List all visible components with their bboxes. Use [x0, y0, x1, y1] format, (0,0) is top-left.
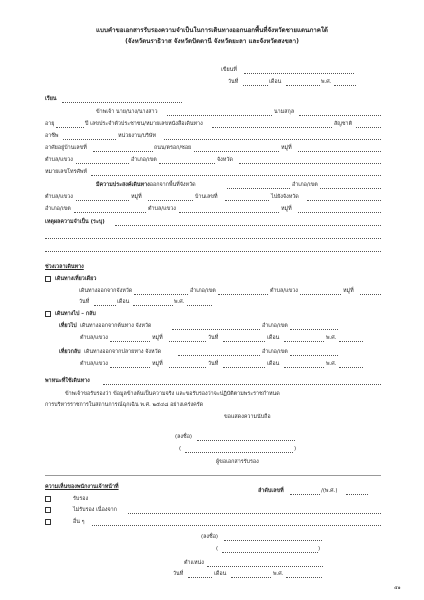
purpose-intro-bold: มีความประสงค์เดินทาง [96, 182, 150, 188]
purpose-tambon-field[interactable] [76, 200, 129, 201]
officer-year-field[interactable] [286, 577, 322, 578]
one-way-label: เดินทางเที่ยวเดียว [55, 276, 97, 282]
back-year-field[interactable] [339, 367, 363, 368]
year-label: พ.ศ. [321, 79, 332, 85]
month-field[interactable] [286, 85, 320, 86]
go-label: เที่ยวไป [59, 323, 77, 329]
go-from-field[interactable] [172, 329, 260, 330]
go-tambon-label: ตำบล/แขวง [80, 335, 108, 341]
age-field[interactable] [56, 127, 84, 128]
page-number: ๕๑ [394, 586, 401, 591]
agency-label: หน่วยงาน/บริษัท [118, 133, 157, 139]
purpose-moo2-label: หมู่ที่ [281, 206, 292, 212]
back-from-field[interactable] [178, 355, 260, 356]
ow-year-label: พ.ศ. [174, 299, 185, 305]
officer-date-field[interactable] [188, 577, 212, 578]
officer-paren-close: ) [318, 546, 321, 552]
requester-sign-field[interactable] [197, 440, 295, 441]
purpose-amphoe-label: อำเภอ/เขต [292, 182, 318, 188]
purpose-tambon2-field[interactable] [179, 212, 279, 213]
purpose-moo-label: หมู่ที่ [131, 194, 142, 200]
requester-name-field[interactable] [185, 452, 293, 453]
go-date-field[interactable] [223, 341, 265, 342]
phone-field[interactable] [91, 175, 381, 176]
requester-label: ผู้ขอเอกสารรับรอง [216, 459, 259, 465]
occupation-label: อาชีพ [45, 133, 59, 139]
purpose-to-province-label: ไปยังจังหวัด [271, 194, 299, 200]
reject-label: ไม่รับรอง เนื่องจาก [73, 507, 117, 513]
go-tambon-field[interactable] [110, 341, 150, 342]
occupation-field[interactable] [63, 139, 116, 140]
certify-line1: ข้าพเจ้าขอรับรองว่า ข้อมูลข้างต้นเป็นความจริง และขอรับรองว่าจะปฏิบัติตามพระราชกำหนด [65, 391, 280, 397]
vehicle-label: พาหนะที่ใช้เดินทาง [45, 378, 90, 384]
surname-label: นามสกุล [274, 109, 295, 115]
officer-month-label: เดือน [214, 571, 227, 577]
back-moo-label: หมู่ที่ [152, 361, 163, 367]
back-label: เที่ยวกลับ [59, 349, 81, 355]
ow-year-field[interactable] [187, 305, 212, 306]
approve-label: รับรอง [73, 496, 89, 502]
doc-no-field[interactable] [290, 494, 320, 495]
back-tambon-field[interactable] [110, 367, 150, 368]
address-label: อาศัยอยู่บ้านเลขที่ [45, 145, 87, 151]
reason-field-2[interactable] [45, 238, 381, 239]
go-amphoe-label: อำเภอ/เขต [262, 323, 288, 329]
purpose-amphoe2-label: อำเภอ/เขต [45, 206, 71, 212]
back-amphoe-field[interactable] [290, 355, 338, 356]
officer-paren-open: ( [216, 546, 219, 552]
back-tambon-label: ตำบล/แขวง [80, 361, 108, 367]
agency-field[interactable] [164, 139, 381, 140]
ow-tambon-label: ตำบล/แขวง [270, 288, 298, 294]
purpose-tambon-label: ตำบล/แขวง [45, 194, 73, 200]
purpose-village-field[interactable] [225, 200, 269, 201]
soi-label: ถนน/ตรอก/ซอย [154, 145, 192, 151]
purpose-intro-rest: ออกจากพื้นที่จังหวัด [149, 182, 196, 188]
officer-name-field[interactable] [222, 552, 318, 553]
position-field[interactable] [207, 566, 323, 567]
ow-month-label: เดือน [117, 299, 130, 305]
nationality-field[interactable] [356, 127, 381, 128]
go-month-field[interactable] [284, 341, 324, 342]
back-month-field[interactable] [284, 367, 324, 368]
doc-year-label: /(พ.ศ.) [321, 488, 338, 494]
ow-date-field[interactable] [94, 305, 116, 306]
ow-from-field[interactable] [134, 294, 188, 295]
id-field[interactable] [212, 127, 332, 128]
go-moo-field[interactable] [169, 341, 206, 342]
name-prefix-label: ข้าพเจ้า นาย/นาง/นางสาว [96, 109, 158, 115]
officer-heading: ความเห็นของพนักงานเจ้าหน้าที่ [45, 484, 119, 490]
ow-amphoe-field[interactable] [218, 294, 268, 295]
go-month-label: เดือน [267, 335, 280, 341]
name-field[interactable] [167, 115, 272, 116]
go-moo-label: หมู่ที่ [152, 335, 163, 341]
purpose-amphoe-field[interactable] [320, 188, 381, 189]
go-year-label: พ.ศ. [326, 335, 337, 341]
back-month-label: เดือน [267, 361, 280, 367]
back-from-label: เดินทางออกจากปลายทาง จังหวัด [84, 349, 162, 355]
officer-month-field[interactable] [231, 577, 271, 578]
date-label: วันที่ [228, 79, 239, 85]
go-year-field[interactable] [339, 341, 363, 342]
to-label: เรียน [45, 96, 57, 102]
purpose-intro [96, 182, 196, 189]
province-label: จังหวัด [217, 157, 233, 163]
go-from-label: เดินทางออกจากต้นทาง จังหวัด [80, 323, 152, 329]
other-field[interactable] [92, 525, 381, 526]
officer-date-label: วันที่ [173, 571, 184, 577]
reject-reason-field[interactable] [128, 513, 381, 514]
officer-year-label: พ.ศ. [273, 571, 284, 577]
reason-field-3[interactable] [45, 251, 381, 252]
moo-label: หมู่ที่ [281, 145, 292, 151]
doc-year-field[interactable] [346, 494, 368, 495]
back-year-label: พ.ศ. [326, 361, 337, 367]
id-label: ปี เลขประจำตัวประชาชน/หมายเลขหนังสือเดินทาง [85, 121, 203, 127]
ow-from-label: เดินทางออกจากจังหวัด [79, 288, 133, 294]
purpose-to-province-field[interactable] [307, 200, 381, 201]
moo-field[interactable] [298, 151, 381, 152]
form-title-line2: (จังหวัดนราธิวาส จังหวัดปัตตานี จังหวัดยะลา และจังหวัดสงขลา) [125, 38, 299, 45]
officer-sign-label: (ลงชื่อ) [201, 534, 219, 540]
tambon-field[interactable] [76, 163, 129, 164]
age-label: อายุ [45, 121, 55, 127]
purpose-amphoe2-field[interactable] [74, 212, 146, 213]
back-date-field[interactable] [223, 367, 265, 368]
address-field[interactable] [93, 151, 153, 152]
amphoe-label: อำเภอ/เขต [131, 157, 157, 163]
year-field[interactable] [334, 85, 356, 86]
requester-paren-close: ) [294, 446, 297, 452]
written-at-label: เขียนที่ [221, 67, 237, 73]
month-label: เดือน [269, 79, 282, 85]
round-trip-label: เดินทางไป – กลับ [55, 311, 96, 317]
approve-checkbox[interactable] [45, 496, 51, 502]
ow-date-label: วันที่ [79, 299, 90, 305]
doc-no-label: ลำดับเลขที่ [258, 488, 284, 494]
go-date-label: วันที่ [208, 335, 219, 341]
purpose-moo-field[interactable] [148, 200, 193, 201]
reason-field-1[interactable] [115, 225, 381, 226]
ow-tambon-field[interactable] [300, 294, 341, 295]
other-checkbox[interactable] [45, 519, 51, 525]
purpose-tambon2-label: ตำบล/แขวง [148, 206, 176, 212]
back-date-label: วันที่ [208, 361, 219, 367]
purpose-province-field[interactable] [227, 188, 290, 189]
ow-moo-label: หมู่ที่ [343, 288, 354, 294]
to-field[interactable] [62, 102, 182, 103]
certify-line2: การบริหารราชการในสถานการณ์ฉุกเฉิน พ.ศ. ๒๕๔๘ อย่างเคร่งครัด [45, 402, 204, 408]
ow-month-field[interactable] [133, 305, 173, 306]
round-trip-checkbox[interactable] [45, 311, 51, 317]
phone-label: หมายเลขโทรศัพท์ [45, 169, 87, 175]
nationality-label: สัญชาติ [334, 121, 353, 127]
section-divider [45, 475, 381, 476]
form-title-line1: แบบคำขอเอกสารรับรองความจำเป็นในการเดินทางออกนอกพื้นที่จังหวัดชายแดนภาคใต้ [96, 27, 328, 34]
reason-label: เหตุผลความจำเป็น (ระบุ) [45, 219, 105, 225]
position-label: ตำแหน่ง [184, 560, 204, 566]
written-at-field[interactable] [244, 73, 354, 74]
requester-paren-open: ( [179, 446, 182, 452]
date-field[interactable] [243, 85, 268, 86]
back-amphoe-label: อำเภอ/เขต [262, 349, 288, 355]
period-heading: ช่วงเวลาเดินทาง [45, 264, 84, 270]
tambon-label: ตำบล/แขวง [45, 157, 73, 163]
other-label: อื่น ๆ [73, 519, 85, 525]
amphoe-field[interactable] [159, 163, 215, 164]
ow-amphoe-label: อำเภอ/เขต [190, 288, 216, 294]
respect-label: ขอแสดงความนับถือ [224, 414, 271, 420]
province-field[interactable] [239, 163, 381, 164]
reject-checkbox[interactable] [45, 507, 51, 513]
soi-field[interactable] [194, 151, 279, 152]
back-moo-field[interactable] [169, 367, 206, 368]
ow-moo-field[interactable] [360, 294, 381, 295]
surname-field[interactable] [299, 115, 381, 116]
go-amphoe-field[interactable] [290, 329, 338, 330]
purpose-moo2-field[interactable] [298, 212, 381, 213]
purpose-village-label: บ้านเลขที่ [195, 194, 218, 200]
vehicle-field[interactable] [103, 384, 381, 385]
requester-sign-label: (ลงชื่อ) [175, 434, 193, 440]
officer-sign-field[interactable] [224, 540, 322, 541]
one-way-checkbox[interactable] [45, 276, 51, 282]
